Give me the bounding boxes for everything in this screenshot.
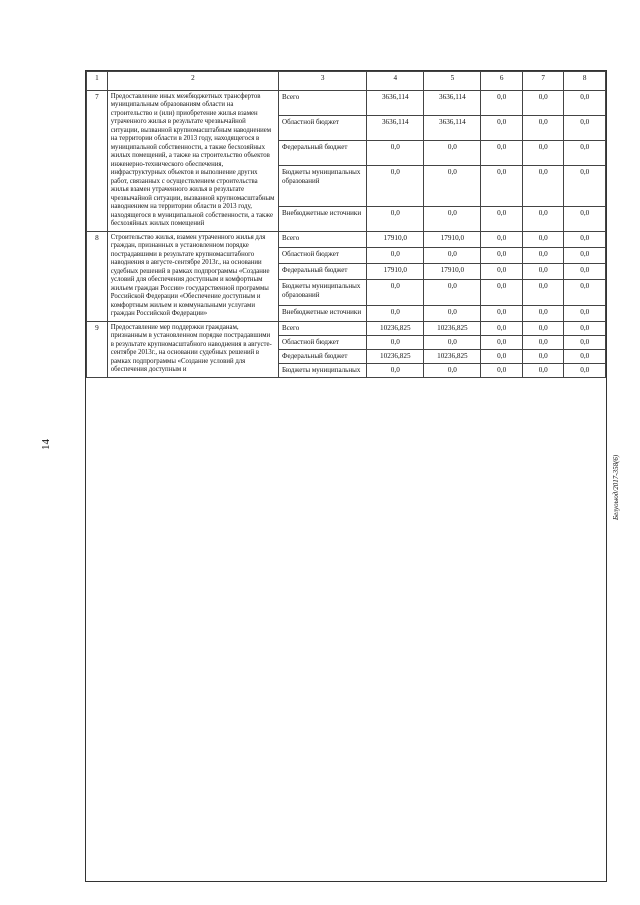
value-cell: 3636,114: [424, 116, 481, 141]
value-cell: 0,0: [522, 166, 564, 206]
value-cell: 0,0: [522, 363, 564, 377]
value-cell: 0,0: [522, 116, 564, 141]
value-cell: 17910,0: [424, 263, 481, 279]
value-cell: 0,0: [522, 141, 564, 166]
value-cell: 0,0: [564, 279, 606, 305]
source-name: Внебюджетные источники: [279, 206, 367, 231]
header-col-2: 2: [107, 72, 278, 91]
value-cell: 0,0: [481, 263, 523, 279]
header-col-6: 6: [481, 72, 523, 91]
value-cell: 0,0: [481, 91, 523, 116]
value-cell: 0,0: [564, 166, 606, 206]
table-row: [87, 91, 606, 116]
value-cell: 0,0: [564, 349, 606, 363]
value-cell: 3636,114: [424, 91, 481, 116]
value-cell: 0,0: [564, 263, 606, 279]
value-cell: 0,0: [522, 349, 564, 363]
value-cell: 0,0: [522, 279, 564, 305]
value-cell: 0,0: [564, 141, 606, 166]
row-index: 7: [87, 91, 108, 232]
value-cell: 10236,825: [424, 349, 481, 363]
value-cell: 0,0: [367, 166, 424, 206]
value-cell: 0,0: [564, 321, 606, 335]
value-cell: 10236,825: [367, 321, 424, 335]
budget-table-container: [85, 70, 607, 882]
source-name: Областной бюджет: [279, 247, 367, 263]
value-cell: 0,0: [424, 279, 481, 305]
value-cell: 17910,0: [424, 231, 481, 247]
row-index: 8: [87, 231, 108, 321]
value-cell: 0,0: [481, 305, 523, 321]
value-cell: 0,0: [481, 321, 523, 335]
source-name: Федеральный бюджет: [279, 263, 367, 279]
value-cell: 0,0: [424, 247, 481, 263]
value-cell: 0,0: [424, 305, 481, 321]
budget-table: [86, 71, 606, 378]
row-description: Предоставление мер поддержки гражданам, признанным в установленном порядке пострадавшими в результате крупномасштабного наводнения в августе-сентябре 2013г., на основании судебных решений в рамках подпрограммы «Создание условий для обеспечения доступным и: [107, 321, 278, 377]
value-cell: 0,0: [564, 206, 606, 231]
value-cell: 0,0: [481, 166, 523, 206]
source-name: Внебюджетные источники: [279, 305, 367, 321]
table-row: [87, 321, 606, 335]
value-cell: 0,0: [481, 349, 523, 363]
value-cell: 0,0: [564, 247, 606, 263]
source-name: Бюджеты муниципальных: [279, 363, 367, 377]
table-row: [87, 231, 606, 247]
table-body: [87, 91, 606, 378]
value-cell: 0,0: [564, 335, 606, 349]
value-cell: 17910,0: [367, 263, 424, 279]
value-cell: 0,0: [424, 141, 481, 166]
value-cell: 0,0: [522, 231, 564, 247]
value-cell: 17910,0: [367, 231, 424, 247]
value-cell: 0,0: [564, 116, 606, 141]
row-description: Предоставление иных межбюджетных трансфертов муниципальным образованиям области на строительство и (или) приобретение жилья взамен утраченного жилья в результате чрезвычайной ситуации, вызванной крупномасштабным наводнением на территории области в 2013 году, находящегося в муниципальной собственности, а также бесхозяйных жилых помещений, а также на строительство объектов инженерно-технического обеспечения, инфраструктурных объектов и выполнение других работ, связанных с осуществлением строительства жилья взамен утраченного жилья в результате чрезвычайной ситуации, вызванной крупномасштабным наводнением на территории области в 2013 году, находящегося в муниципальной собственности, а также бесхозяйных жилых помещений: [107, 91, 278, 232]
value-cell: 3636,114: [367, 116, 424, 141]
value-cell: 0,0: [564, 363, 606, 377]
value-cell: 10236,825: [367, 349, 424, 363]
value-cell: 0,0: [522, 91, 564, 116]
row-description: Строительство жилья, взамен утраченного жилья для граждан, признанных в установленном порядке пострадавшими в результате крупномасштабного наводнения в августе-сентябре 2013г., на основании судебных решений в рамках подпрограммы «Создание условий для обеспечения доступным и комфортным жильем граждан России» государственной программы Российской Федерации «Обеспечение доступным и комфортным жильем и коммунальными услугами граждан Российской Федерации»: [107, 231, 278, 321]
value-cell: 0,0: [424, 206, 481, 231]
value-cell: 0,0: [522, 263, 564, 279]
value-cell: 0,0: [367, 305, 424, 321]
value-cell: 0,0: [481, 279, 523, 305]
value-cell: 10236,825: [424, 321, 481, 335]
row-index: 9: [87, 321, 108, 377]
value-cell: 0,0: [522, 321, 564, 335]
value-cell: 0,0: [367, 247, 424, 263]
source-name: Всего: [279, 231, 367, 247]
value-cell: 0,0: [522, 247, 564, 263]
source-name: Всего: [279, 91, 367, 116]
header-col-4: 4: [367, 72, 424, 91]
value-cell: 0,0: [522, 206, 564, 231]
value-cell: 0,0: [424, 363, 481, 377]
value-cell: 0,0: [367, 206, 424, 231]
value-cell: 0,0: [522, 335, 564, 349]
value-cell: 0,0: [367, 335, 424, 349]
value-cell: 0,0: [424, 166, 481, 206]
document-code: Белуоьюд/2017-358(6): [612, 454, 620, 520]
source-name: Федеральный бюджет: [279, 141, 367, 166]
source-name: Областной бюджет: [279, 116, 367, 141]
value-cell: 0,0: [367, 363, 424, 377]
value-cell: 0,0: [481, 141, 523, 166]
source-name: Бюджеты муниципальных образований: [279, 166, 367, 206]
value-cell: 0,0: [481, 231, 523, 247]
value-cell: 0,0: [424, 335, 481, 349]
value-cell: 0,0: [564, 305, 606, 321]
header-col-5: 5: [424, 72, 481, 91]
header-col-3: 3: [279, 72, 367, 91]
value-cell: 0,0: [564, 91, 606, 116]
value-cell: 0,0: [481, 247, 523, 263]
source-name: Федеральный бюджет: [279, 349, 367, 363]
header-col-7: 7: [522, 72, 564, 91]
table-header-row: [87, 72, 606, 91]
value-cell: 0,0: [564, 231, 606, 247]
value-cell: 0,0: [522, 305, 564, 321]
value-cell: 0,0: [367, 141, 424, 166]
value-cell: 0,0: [481, 206, 523, 231]
value-cell: 0,0: [481, 335, 523, 349]
value-cell: 0,0: [481, 116, 523, 141]
header-col-8: 8: [564, 72, 606, 91]
value-cell: 0,0: [481, 363, 523, 377]
source-name: Бюджеты муниципальных образований: [279, 279, 367, 305]
value-cell: 3636,114: [367, 91, 424, 116]
header-col-1: 1: [87, 72, 108, 91]
source-name: Всего: [279, 321, 367, 335]
page-number: 14: [40, 439, 52, 450]
value-cell: 0,0: [367, 279, 424, 305]
source-name: Областной бюджет: [279, 335, 367, 349]
